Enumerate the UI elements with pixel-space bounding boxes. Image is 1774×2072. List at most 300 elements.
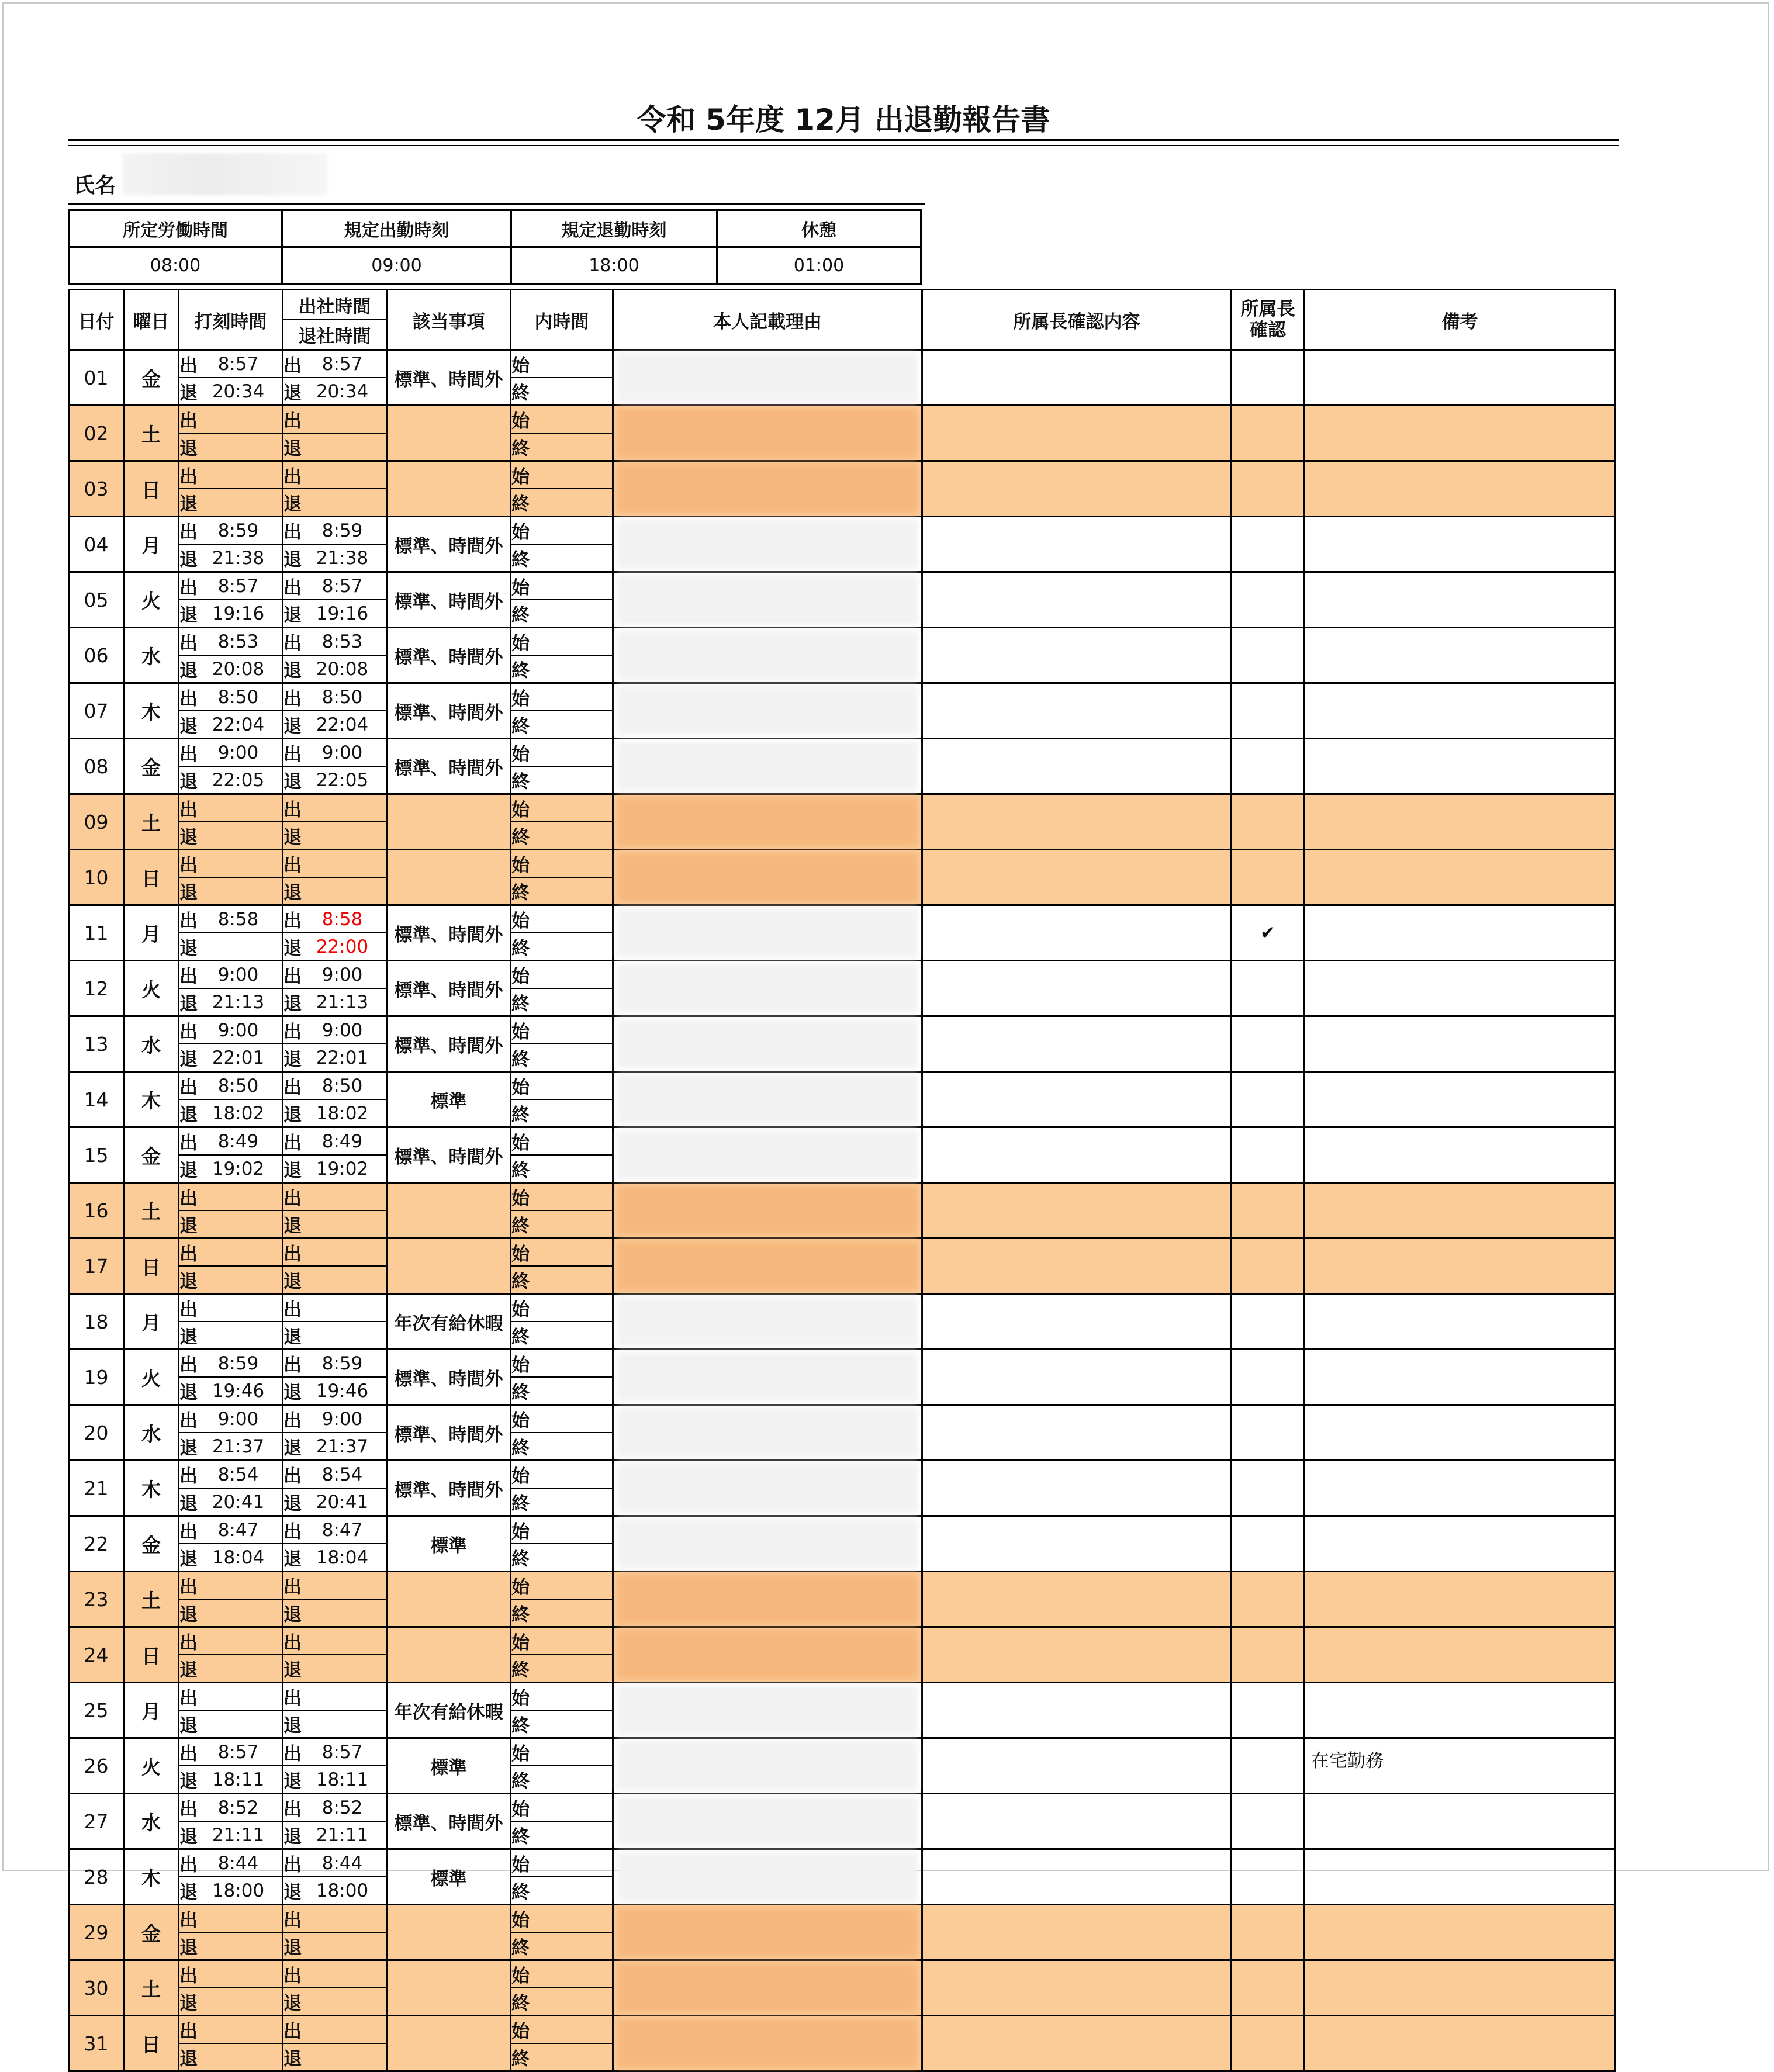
- category-cell[interactable]: 標準: [387, 1072, 511, 1127]
- name-underline: [68, 203, 925, 205]
- reason-cell[interactable]: [613, 739, 922, 794]
- manager-content-cell[interactable]: [922, 1183, 1232, 1239]
- table-row: [69, 683, 1616, 739]
- manager-content-cell[interactable]: [922, 1905, 1232, 1960]
- out-marker: 退: [179, 1660, 198, 1681]
- in-out-time-cell[interactable]: [283, 1794, 387, 1849]
- reason-cell[interactable]: [613, 1127, 922, 1183]
- category-cell[interactable]: 標準、時間外: [387, 683, 511, 739]
- end-marker: 終: [511, 1382, 530, 1403]
- manager-confirm-cell[interactable]: [1232, 683, 1305, 739]
- remarks-cell[interactable]: [1305, 1572, 1616, 1627]
- end-marker: 終: [511, 1771, 530, 1792]
- manager-content-cell[interactable]: [922, 1572, 1232, 1627]
- manager-confirm-cell[interactable]: [1232, 739, 1305, 794]
- in-marker: 出: [179, 2016, 195, 2043]
- reason-redacted: [617, 853, 918, 902]
- manager-content-cell[interactable]: [922, 905, 1232, 961]
- stamp-time-cell: [179, 1960, 283, 2016]
- manager-content-cell[interactable]: [922, 739, 1232, 794]
- remarks-cell[interactable]: [1305, 850, 1616, 905]
- reason-cell[interactable]: [613, 1072, 922, 1127]
- in-out-time-cell[interactable]: [283, 1016, 387, 1072]
- manager-content-cell[interactable]: [922, 794, 1232, 850]
- out-time-value: [299, 2043, 386, 2070]
- reason-cell[interactable]: [613, 1738, 922, 1794]
- reason-redacted: [617, 631, 918, 680]
- in-marker: 出: [179, 628, 195, 655]
- reason-redacted: [617, 1575, 918, 1624]
- category-cell[interactable]: 標準、時間外: [387, 739, 511, 794]
- in-marker: 出: [179, 1794, 195, 1821]
- out-marker: 退: [283, 1049, 302, 1070]
- out-marker: 退: [179, 660, 198, 682]
- category-cell[interactable]: 標準: [387, 1849, 511, 1905]
- start-marker: 始: [511, 1406, 527, 1433]
- out-marker: 退: [179, 1827, 198, 1848]
- reason-cell[interactable]: [613, 1572, 922, 1627]
- out-marker: 退: [179, 994, 198, 1015]
- date-cell: 20: [69, 1405, 124, 1461]
- in-marker: 出: [179, 351, 195, 378]
- table-row: [69, 1794, 1616, 1849]
- category-cell[interactable]: 標準、時間外: [387, 350, 511, 406]
- reason-cell[interactable]: [613, 1239, 922, 1294]
- internal-time-cell: [511, 1405, 613, 1461]
- out-time-value: [195, 822, 282, 849]
- manager-content-cell[interactable]: [922, 961, 1232, 1016]
- out-marker: 退: [283, 1715, 302, 1737]
- in-out-time-cell[interactable]: [283, 517, 387, 572]
- in-time-value: [299, 1961, 386, 1988]
- remarks-cell[interactable]: [1305, 1127, 1616, 1183]
- category-cell[interactable]: 標準、時間外: [387, 1461, 511, 1516]
- remarks-cell[interactable]: [1305, 1627, 1616, 1683]
- remarks-cell[interactable]: [1305, 1461, 1616, 1516]
- stamp-time-cell: [179, 1905, 283, 1960]
- reason-redacted: [617, 1963, 918, 2012]
- remarks-cell[interactable]: [1305, 1350, 1616, 1405]
- stamp-time-cell: [179, 905, 283, 961]
- stamp-time-cell: [179, 1239, 283, 1294]
- reason-cell[interactable]: [613, 461, 922, 517]
- manager-content-cell[interactable]: [922, 1127, 1232, 1183]
- remarks-cell[interactable]: [1305, 961, 1616, 1016]
- in-time-value: [195, 1683, 282, 1710]
- table-row: [69, 1183, 1616, 1239]
- category-cell[interactable]: [387, 1239, 511, 1294]
- in-out-time-cell[interactable]: [283, 1572, 387, 1627]
- category-cell[interactable]: 標準: [387, 1516, 511, 1572]
- manager-confirm-cell[interactable]: [1232, 1072, 1305, 1127]
- remarks-cell[interactable]: [1305, 794, 1616, 850]
- reason-redacted: [617, 409, 918, 458]
- manager-confirm-cell[interactable]: [1232, 1683, 1305, 1738]
- manager-confirm-cell[interactable]: [1232, 794, 1305, 850]
- manager-content-cell[interactable]: [922, 1294, 1232, 1350]
- in-time-value: [195, 1961, 282, 1988]
- reason-cell[interactable]: [613, 350, 922, 406]
- remarks-cell[interactable]: [1305, 572, 1616, 628]
- stamp-time-cell: [179, 1516, 283, 1572]
- remarks-cell[interactable]: [1305, 350, 1616, 406]
- in-out-time-cell[interactable]: [283, 683, 387, 739]
- manager-content-cell[interactable]: [922, 1738, 1232, 1794]
- manager-confirm-cell[interactable]: [1232, 1738, 1305, 1794]
- in-time-value: 8:59: [299, 1350, 386, 1377]
- remarks-cell[interactable]: [1305, 1072, 1616, 1127]
- category-cell[interactable]: 標準、時間外: [387, 905, 511, 961]
- remarks-cell[interactable]: [1305, 2016, 1616, 2071]
- table-row: [69, 572, 1616, 628]
- stamp-time-cell: [179, 517, 283, 572]
- internal-time-cell: [511, 1127, 613, 1183]
- category-cell[interactable]: [387, 1183, 511, 1239]
- start-marker: 始: [511, 573, 527, 600]
- manager-confirm-cell[interactable]: [1232, 1849, 1305, 1905]
- out-marker: 退: [179, 1105, 198, 1126]
- out-marker: 退: [179, 1938, 198, 1959]
- in-out-time-cell[interactable]: [283, 1738, 387, 1794]
- reason-cell[interactable]: [613, 961, 922, 1016]
- category-cell[interactable]: 標準: [387, 1738, 511, 1794]
- reason-cell[interactable]: [613, 850, 922, 905]
- manager-confirm-cell[interactable]: ✔: [1232, 905, 1305, 961]
- in-out-time-cell[interactable]: [283, 461, 387, 517]
- manager-content-cell[interactable]: [922, 1350, 1232, 1405]
- internal-time-cell: [511, 683, 613, 739]
- end-marker: 終: [511, 994, 530, 1015]
- manager-content-cell[interactable]: [922, 1683, 1232, 1738]
- out-time-value: 21:13: [212, 991, 265, 1013]
- category-cell[interactable]: [387, 1572, 511, 1627]
- internal-time-cell: [511, 1905, 613, 1960]
- reason-cell[interactable]: [613, 1960, 922, 2016]
- category-cell[interactable]: [387, 406, 511, 461]
- in-out-time-cell[interactable]: [283, 739, 387, 794]
- manager-content-cell[interactable]: [922, 1239, 1232, 1294]
- remarks-cell[interactable]: [1305, 1016, 1616, 1072]
- stamp-time-cell: [179, 1572, 283, 1627]
- reason-cell[interactable]: [613, 1794, 922, 1849]
- end-marker: 終: [511, 1493, 530, 1514]
- internal-time-cell: [511, 1683, 613, 1738]
- manager-confirm-cell[interactable]: [1232, 1627, 1305, 1683]
- in-out-time-cell[interactable]: [283, 1294, 387, 1350]
- out-marker: 退: [283, 1827, 302, 1848]
- stamp-time-cell: [179, 1016, 283, 1072]
- date-cell: 07: [69, 683, 124, 739]
- manager-content-cell[interactable]: [922, 683, 1232, 739]
- reason-cell[interactable]: [613, 1405, 922, 1461]
- weekday-cell: 日: [124, 461, 179, 517]
- settings-value-standard-hours: 08:00: [69, 247, 282, 284]
- in-marker: 出: [283, 1961, 299, 1988]
- reason-cell[interactable]: [613, 683, 922, 739]
- manager-confirm-cell[interactable]: [1232, 1461, 1305, 1516]
- reason-redacted: [617, 797, 918, 846]
- out-time-value: 20:08: [316, 658, 369, 680]
- reason-redacted: [617, 1075, 918, 1124]
- out-time-value: [195, 1599, 282, 1626]
- manager-confirm-cell[interactable]: [1232, 1183, 1305, 1239]
- reason-cell[interactable]: [613, 628, 922, 683]
- in-out-time-cell[interactable]: [283, 1905, 387, 1960]
- category-cell[interactable]: 標準、時間外: [387, 961, 511, 1016]
- manager-content-cell[interactable]: [922, 1627, 1232, 1683]
- manager-confirm-cell[interactable]: [1232, 350, 1305, 406]
- reason-cell[interactable]: [613, 572, 922, 628]
- end-marker: 終: [511, 1827, 530, 1848]
- reason-cell[interactable]: [613, 1627, 922, 1683]
- in-out-time-cell[interactable]: [283, 350, 387, 406]
- manager-content-cell[interactable]: [922, 1461, 1232, 1516]
- in-time-value: 8:44: [299, 1850, 386, 1877]
- internal-time-cell: [511, 1239, 613, 1294]
- in-out-time-cell[interactable]: [283, 628, 387, 683]
- weekday-cell: 月: [124, 517, 179, 572]
- manager-content-cell[interactable]: [922, 1794, 1232, 1849]
- date-cell: 25: [69, 1683, 124, 1738]
- in-out-time-cell[interactable]: [283, 1461, 387, 1516]
- in-time-value: [195, 1184, 282, 1210]
- manager-confirm-cell[interactable]: [1232, 1239, 1305, 1294]
- manager-content-cell[interactable]: [922, 628, 1232, 683]
- remarks-cell[interactable]: [1305, 1183, 1616, 1239]
- manager-content-cell[interactable]: [922, 1016, 1232, 1072]
- manager-content-cell[interactable]: [922, 1405, 1232, 1461]
- in-out-time-cell[interactable]: [283, 1516, 387, 1572]
- remarks-cell[interactable]: [1305, 628, 1616, 683]
- in-out-time-cell[interactable]: [283, 1239, 387, 1294]
- reason-redacted: [617, 742, 918, 791]
- manager-confirm-cell[interactable]: [1232, 1016, 1305, 1072]
- reason-cell[interactable]: [613, 1849, 922, 1905]
- remarks-cell[interactable]: [1305, 1849, 1616, 1905]
- remarks-cell[interactable]: [1305, 905, 1616, 961]
- out-marker: 退: [179, 1327, 198, 1348]
- in-out-time-cell[interactable]: [283, 905, 387, 961]
- settings-header-break: 休憩: [717, 210, 921, 247]
- manager-confirm-cell[interactable]: [1232, 1350, 1305, 1405]
- in-time-value: 8:44: [195, 1850, 282, 1877]
- remarks-cell[interactable]: [1305, 1294, 1616, 1350]
- in-time-value: 8:49: [195, 1128, 282, 1155]
- start-marker: 始: [511, 739, 527, 766]
- weekday-cell: 金: [124, 1127, 179, 1183]
- remarks-cell[interactable]: [1305, 1405, 1616, 1461]
- in-out-time-cell[interactable]: [283, 2016, 387, 2071]
- manager-confirm-cell[interactable]: [1232, 1794, 1305, 1849]
- remarks-cell[interactable]: [1305, 1794, 1616, 1849]
- manager-confirm-cell[interactable]: [1232, 1294, 1305, 1350]
- remarks-cell[interactable]: [1305, 1683, 1616, 1738]
- weekday-cell: 火: [124, 1738, 179, 1794]
- reason-cell[interactable]: [613, 406, 922, 461]
- manager-content-cell[interactable]: [922, 1960, 1232, 2016]
- table-row: [69, 1683, 1616, 1738]
- in-out-time-cell[interactable]: [283, 1960, 387, 2016]
- category-cell[interactable]: 標準、時間外: [387, 1405, 511, 1461]
- remarks-cell[interactable]: [1305, 739, 1616, 794]
- manager-confirm-cell[interactable]: [1232, 461, 1305, 517]
- manager-confirm-cell[interactable]: [1232, 1516, 1305, 1572]
- in-marker: 出: [179, 1461, 195, 1488]
- manager-content-cell[interactable]: [922, 1072, 1232, 1127]
- in-out-time-cell[interactable]: [283, 1627, 387, 1683]
- manager-confirm-cell[interactable]: [1232, 2016, 1305, 2071]
- manager-confirm-cell[interactable]: [1232, 628, 1305, 683]
- start-marker: 始: [511, 1794, 527, 1821]
- in-out-time-cell[interactable]: [283, 1683, 387, 1738]
- in-out-time-cell[interactable]: [283, 1072, 387, 1127]
- remarks-cell[interactable]: [1305, 1960, 1616, 2016]
- remarks-cell[interactable]: [1305, 461, 1616, 517]
- out-time-value: [299, 1655, 386, 1682]
- out-marker: 退: [283, 1271, 302, 1292]
- start-marker: 始: [511, 1461, 527, 1488]
- column-header-dow: 曜日: [124, 290, 179, 350]
- internal-time-cell: [511, 461, 613, 517]
- in-marker: 出: [179, 795, 195, 822]
- category-cell[interactable]: 標準、時間外: [387, 1350, 511, 1405]
- internal-time-cell: [511, 1627, 613, 1683]
- out-marker: 退: [283, 2049, 302, 2070]
- category-cell[interactable]: 標準、時間外: [387, 628, 511, 683]
- attendance-rows: [69, 350, 1616, 2071]
- out-marker: 退: [283, 883, 302, 904]
- in-out-time-cell[interactable]: [283, 1183, 387, 1239]
- date-cell: 29: [69, 1905, 124, 1960]
- in-time-value: 8:49: [299, 1128, 386, 1155]
- reason-cell[interactable]: [613, 1461, 922, 1516]
- manager-confirm-cell[interactable]: [1232, 961, 1305, 1016]
- end-marker: 終: [511, 1438, 530, 1459]
- category-cell[interactable]: 標準、時間外: [387, 517, 511, 572]
- category-cell[interactable]: [387, 850, 511, 905]
- in-marker: 出: [283, 462, 299, 489]
- reason-cell[interactable]: [613, 517, 922, 572]
- manager-content-cell[interactable]: [922, 406, 1232, 461]
- in-out-time-cell[interactable]: [283, 794, 387, 850]
- in-out-time-cell[interactable]: [283, 1405, 387, 1461]
- in-out-time-cell[interactable]: [283, 1127, 387, 1183]
- category-cell[interactable]: [387, 794, 511, 850]
- manager-content-cell[interactable]: [922, 1516, 1232, 1572]
- out-time-value: 22:01: [316, 1047, 369, 1068]
- in-time-value: [195, 462, 282, 489]
- in-marker: 出: [179, 684, 195, 711]
- category-cell[interactable]: 標準、時間外: [387, 1016, 511, 1072]
- table-row: [69, 1627, 1616, 1683]
- manager-content-cell[interactable]: [922, 572, 1232, 628]
- manager-content-cell[interactable]: [922, 2016, 1232, 2071]
- weekday-cell: 土: [124, 406, 179, 461]
- manager-confirm-cell[interactable]: [1232, 1405, 1305, 1461]
- in-out-time-cell[interactable]: [283, 1849, 387, 1905]
- category-cell[interactable]: [387, 2016, 511, 2071]
- reason-cell[interactable]: [613, 1905, 922, 1960]
- category-cell[interactable]: [387, 1960, 511, 2016]
- reason-redacted: [617, 353, 918, 402]
- date-cell: 13: [69, 1016, 124, 1072]
- manager-confirm-cell[interactable]: [1232, 1960, 1305, 2016]
- manager-confirm-cell[interactable]: [1232, 850, 1305, 905]
- manager-confirm-cell[interactable]: [1232, 406, 1305, 461]
- out-time-value: 18:04: [316, 1547, 369, 1568]
- out-marker: 退: [283, 1882, 302, 1903]
- manager-confirm-cell[interactable]: [1232, 1905, 1305, 1960]
- manager-content-cell[interactable]: [922, 850, 1232, 905]
- reason-cell[interactable]: [613, 905, 922, 961]
- internal-time-cell: [511, 517, 613, 572]
- table-row: [69, 406, 1616, 461]
- start-marker: 始: [511, 961, 527, 988]
- category-cell[interactable]: [387, 1627, 511, 1683]
- internal-time-cell: [511, 1461, 613, 1516]
- manager-confirm-cell[interactable]: [1232, 1572, 1305, 1627]
- manager-content-cell[interactable]: [922, 1849, 1232, 1905]
- manager-confirm-cell[interactable]: [1232, 572, 1305, 628]
- remarks-cell[interactable]: [1305, 1905, 1616, 1960]
- reason-cell[interactable]: [613, 2016, 922, 2071]
- in-marker: 出: [283, 961, 299, 988]
- category-cell[interactable]: 年次有給休暇: [387, 1683, 511, 1738]
- manager-content-cell[interactable]: [922, 350, 1232, 406]
- out-time-value: [299, 1710, 386, 1737]
- reason-cell[interactable]: [613, 1294, 922, 1350]
- reason-cell[interactable]: [613, 1016, 922, 1072]
- category-cell[interactable]: 年次有給休暇: [387, 1294, 511, 1350]
- reason-redacted: [617, 1352, 918, 1402]
- manager-confirm-cell[interactable]: [1232, 517, 1305, 572]
- reason-cell[interactable]: [613, 794, 922, 850]
- category-cell[interactable]: 標準、時間外: [387, 572, 511, 628]
- remarks-cell[interactable]: [1305, 1239, 1616, 1294]
- remarks-cell[interactable]: [1305, 683, 1616, 739]
- out-time-value: 22:05: [212, 769, 265, 791]
- in-out-time-cell[interactable]: [283, 1350, 387, 1405]
- manager-content-cell[interactable]: [922, 517, 1232, 572]
- manager-content-cell[interactable]: [922, 461, 1232, 517]
- out-marker: 退: [283, 1549, 302, 1570]
- in-out-time-cell[interactable]: [283, 406, 387, 461]
- category-cell[interactable]: 標準、時間外: [387, 1127, 511, 1183]
- category-cell[interactable]: [387, 461, 511, 517]
- reason-cell[interactable]: [613, 1516, 922, 1572]
- reason-cell[interactable]: [613, 1350, 922, 1405]
- table-row: [69, 1405, 1616, 1461]
- remarks-cell[interactable]: [1305, 1516, 1616, 1572]
- remarks-cell[interactable]: [1305, 406, 1616, 461]
- in-out-time-cell[interactable]: [283, 850, 387, 905]
- end-marker: 終: [511, 716, 530, 737]
- table-row: [69, 1461, 1616, 1516]
- reason-cell[interactable]: [613, 1683, 922, 1738]
- manager-confirm-cell[interactable]: [1232, 1127, 1305, 1183]
- in-out-time-cell[interactable]: [283, 572, 387, 628]
- in-out-time-cell[interactable]: [283, 961, 387, 1016]
- internal-time-cell: [511, 1350, 613, 1405]
- category-cell[interactable]: [387, 1905, 511, 1960]
- category-cell[interactable]: 標準、時間外: [387, 1794, 511, 1849]
- remarks-cell[interactable]: [1305, 517, 1616, 572]
- in-marker: 出: [179, 517, 195, 544]
- remarks-cell[interactable]: 在宅勤務: [1305, 1738, 1616, 1794]
- out-time-value: [195, 933, 282, 960]
- reason-cell[interactable]: [613, 1183, 922, 1239]
- internal-time-cell: [511, 905, 613, 961]
